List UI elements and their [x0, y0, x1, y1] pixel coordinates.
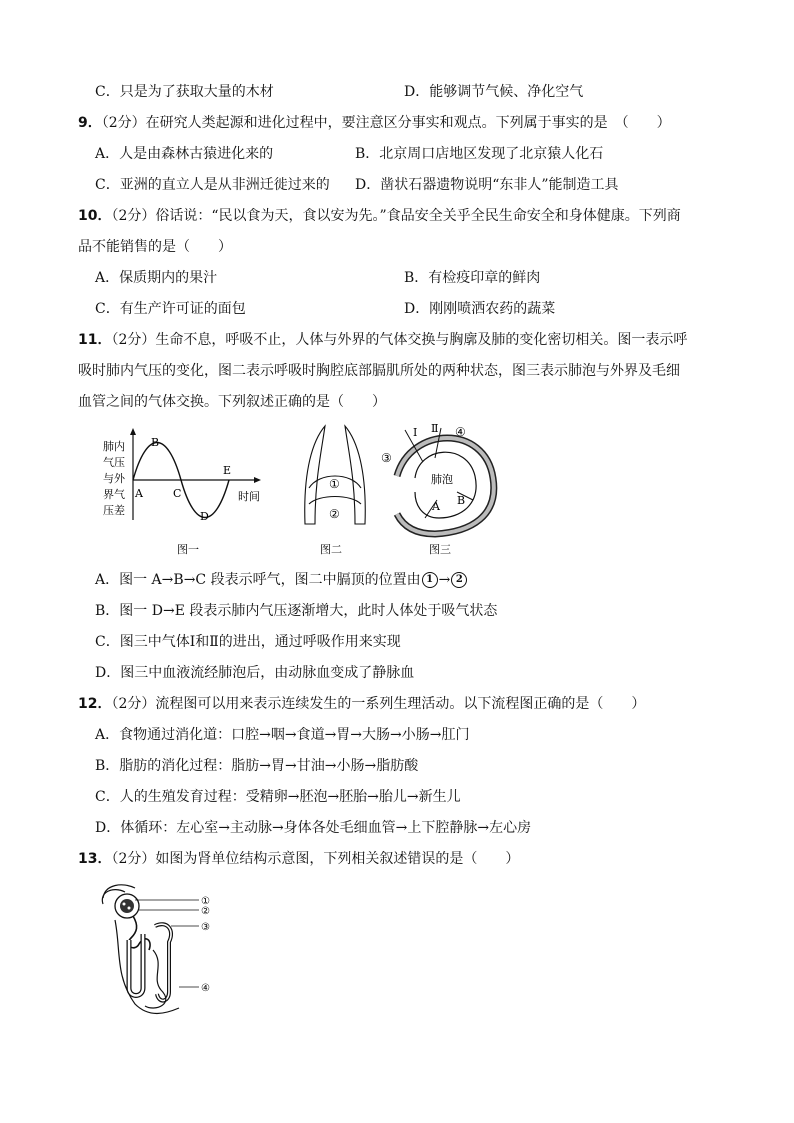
q11-option-a [95, 571, 468, 589]
fig1-point-d: D [200, 510, 209, 523]
q12-option-a: A．食物通过消化道：口腔→咽→食道→胃→大肠→小肠→肛门 [95, 727, 470, 743]
fig1-x-arrow [254, 477, 261, 483]
q10-stem-text1: （2分）俗话说：“民以食为天，食以安为先。”食品安全关乎全民生命安全和身体健康。下列商 [111, 208, 681, 224]
nephron-glomerulus-detail-1 [123, 903, 126, 906]
fig2-marker-2: ② [329, 507, 340, 521]
q8-option-c: C．只是为了获取大量的木材 [95, 84, 274, 100]
q11-stem-text1: （2分）生命不息，呼吸不止，人体与外界的气体交换与胸廓及肺的变化密切相关。图一表示呼 [111, 332, 688, 348]
q11-option-c: C．图三中气体Ⅰ和Ⅱ的进出，通过呼吸作用来实现 [95, 634, 401, 650]
q12-stem [78, 695, 645, 713]
q13-stem [78, 850, 519, 868]
q9-option-d: D．凿状石器遗物说明“东非人”能制造工具 [355, 177, 619, 193]
fig2-diaphragm-2 [309, 497, 361, 505]
q12-option-c: C．人的生殖发育过程：受精卵→胚泡→胚胎→胎儿→新生儿 [95, 789, 461, 805]
fig1-point-e: E [223, 464, 232, 477]
q9-stem-text: （2分）在研究人类起源和进化过程中，要注意区分事实和观点。下列属于事实的是 （ ） [101, 115, 671, 131]
nephron-glomerulus [120, 899, 134, 913]
q11-option-d: D．图三中血液流经肺泡后，由动脉血变成了静脉血 [95, 665, 415, 681]
nephron-loop-outer [129, 934, 143, 996]
q11-stem-line2: 吸时肺内气压的变化，图二表示呼吸时胸腔底部膈肌所处的两种状态，图三表示肺泡与外界及毛细 [78, 363, 680, 379]
q9-option-c: C．亚洲的直立人是从非洲迁徙过来的 [95, 177, 330, 193]
fig1-ylabel-2: 气压 [103, 456, 125, 469]
figure-3-alveolus [375, 418, 515, 564]
fig1-caption: 图一 [177, 543, 199, 556]
q13-number: 13． [78, 851, 112, 867]
q10-stem-line1 [78, 207, 681, 225]
q8-option-d: D．能够调节气候、净化空气 [404, 84, 584, 100]
q11-stem-line3: 血管之间的气体交换。下列叙述正确的是（ ） [78, 394, 386, 410]
nephron-collecting-duct-inner [155, 924, 171, 1000]
fig1-ylabel-4: 界气 [103, 488, 125, 501]
q11-option-a-circle-2: 2 [451, 572, 467, 588]
q12-stem-text: （2分）流程图可以用来表示连续发生的一系列生理活动。以下流程图正确的是（ ） [111, 696, 646, 712]
fig1-point-b: B [151, 436, 160, 449]
q11-option-b: B．图一 D→E 段表示肺内气压逐渐增大，此时人体处于吸气状态 [95, 603, 498, 619]
q12-option-b: B．脂肪的消化过程：脂肪→胃→甘油→小肠→脂肪酸 [95, 758, 419, 774]
q11-option-a-circle-1: 1 [422, 572, 438, 588]
q10-option-b: B．有检疫印章的鲜肉 [404, 270, 541, 286]
fig3-gas-2: Ⅱ [431, 422, 439, 435]
nephron-label-3: ③ [201, 922, 210, 933]
q10-option-a: A．保质期内的果汁 [95, 270, 218, 286]
fig2-left-wall [305, 426, 325, 524]
figure-nephron [95, 880, 225, 1024]
q12-number: 12． [78, 696, 112, 712]
fig3-marker-4: ④ [455, 425, 466, 439]
nephron-label-4: ④ [201, 983, 210, 994]
nephron-glomerulus-detail-2 [128, 907, 131, 910]
fig1-ylabel-5: 压差 [103, 504, 125, 517]
q11-option-a-arrow: → [438, 572, 451, 588]
q9-stem [78, 114, 671, 132]
q10-stem-line2: 品不能销售的是（ ） [78, 239, 232, 255]
fig3-alveolus-label: 肺泡 [431, 473, 453, 486]
fig3-label-a: A [432, 500, 440, 513]
fig3-gas-1: Ⅰ [413, 426, 418, 439]
fig1-y-arrow [130, 428, 136, 435]
fig3-caption: 图三 [429, 543, 451, 556]
fig1-ylabel-1: 肺内 [103, 440, 125, 453]
q9-number: 9． [78, 115, 102, 131]
figure-1-pressure-graph [95, 420, 275, 564]
q9-option-a: A．人是由森林古猿进化来的 [95, 146, 274, 162]
figure-2-diaphragm [295, 420, 375, 564]
fig3-marker-3: ③ [381, 451, 392, 465]
fig2-caption: 图二 [320, 543, 342, 556]
q11-stem-line1 [78, 331, 687, 349]
q11-number: 11． [78, 332, 112, 348]
nephron-label-1: ① [201, 896, 210, 907]
fig1-point-c: C [173, 487, 182, 500]
q11-option-a-text: A．图一 A→B→C 段表示呼气，图二中膈顶的位置由 [95, 572, 421, 588]
fig1-point-a: A [135, 487, 143, 500]
fig2-right-wall [345, 426, 365, 524]
q10-number: 10． [78, 208, 112, 224]
q10-option-d: D．刚刚喷洒农药的蔬菜 [404, 301, 556, 317]
q10-option-c: C．有生产许可证的面包 [95, 301, 246, 317]
q9-option-b: B．北京周口店地区发现了北京猿人化石 [355, 146, 604, 162]
q13-stem-text: （2分）如图为肾单位结构示意图，下列相关叙述错误的是（ ） [111, 851, 520, 867]
fig3-label-b: B [457, 494, 466, 507]
fig1-x-label: 时间 [238, 490, 260, 503]
fig2-marker-1: ① [329, 477, 340, 491]
q12-option-d: D．体循环：左心室→主动脉→身体各处毛细血管→上下腔静脉→左心房 [95, 820, 532, 836]
nephron-label-2: ② [201, 906, 210, 917]
nephron-proximal-tubule [128, 916, 150, 950]
fig1-ylabel-3: 与外 [103, 472, 125, 485]
